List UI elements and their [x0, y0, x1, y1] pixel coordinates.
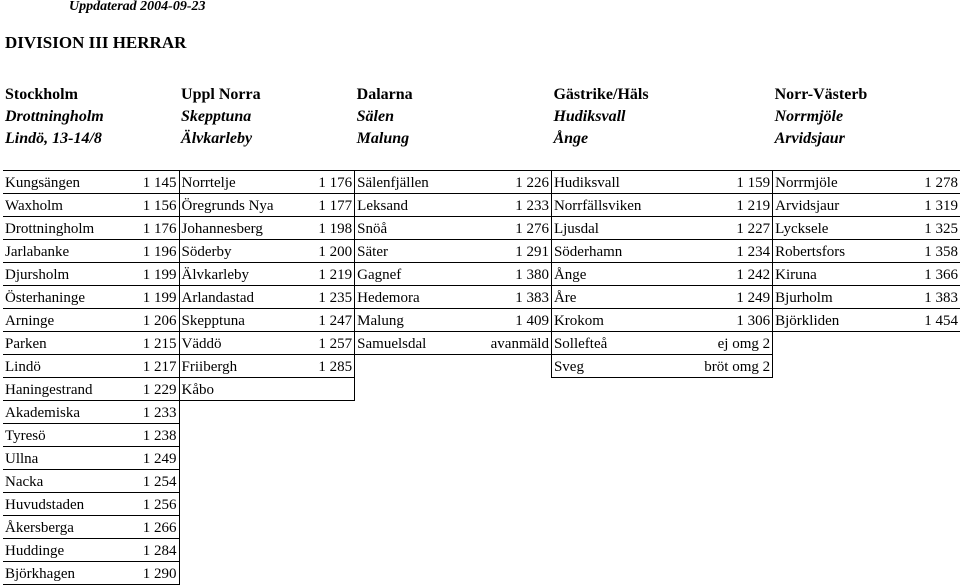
team-name: Ljusdal — [551, 217, 702, 240]
team-rating: 1 145 — [135, 171, 179, 194]
table-row — [3, 240, 960, 263]
team-rating — [309, 378, 355, 401]
team-name: Friibergh — [179, 355, 309, 378]
team-rating — [489, 378, 552, 401]
team-name — [355, 447, 489, 470]
team-rating: 1 247 — [309, 309, 355, 332]
team-rating: 1 290 — [135, 562, 179, 585]
team-rating — [309, 401, 355, 424]
team-name — [773, 424, 916, 447]
team-rating — [916, 493, 960, 516]
team-rating: 1 285 — [309, 355, 355, 378]
page-title: DIVISION III HERRAR — [5, 33, 187, 52]
team-name: Haningestrand — [3, 378, 135, 401]
team-rating: 1 176 — [309, 171, 355, 194]
team-rating: 1 199 — [135, 286, 179, 309]
team-name — [551, 401, 702, 424]
team-name: Arninge — [3, 309, 135, 332]
team-name: Öregrunds Nya — [179, 194, 309, 217]
team-name — [551, 493, 702, 516]
team-name: Johannesberg — [179, 217, 309, 240]
team-rating — [702, 562, 772, 585]
team-rating: 1 227 — [702, 217, 772, 240]
results-table — [3, 83, 960, 585]
team-rating: 1 215 — [135, 332, 179, 355]
team-name — [773, 401, 916, 424]
team-rating: 1 196 — [135, 240, 179, 263]
table-row — [3, 217, 960, 240]
venue-heading: Malung — [356, 130, 410, 147]
team-name — [551, 516, 702, 539]
team-name: Parken — [3, 332, 135, 355]
team-rating: 1 206 — [135, 309, 179, 332]
team-name: Sälenfjällen — [355, 171, 489, 194]
team-name: Robertsfors — [773, 240, 916, 263]
team-name: Sollefteå — [551, 332, 702, 355]
team-name — [179, 493, 309, 516]
team-name: Kiruna — [773, 263, 916, 286]
team-name — [773, 516, 916, 539]
team-rating: 1 176 — [135, 217, 179, 240]
team-name: Kungsängen — [3, 171, 135, 194]
team-name: Samuelsdal — [355, 332, 489, 355]
team-rating: 1 325 — [916, 217, 960, 240]
team-rating — [489, 493, 552, 516]
team-name: Waxholm — [3, 194, 135, 217]
venue-heading: Arvidsjaur — [774, 130, 845, 147]
team-name: Akademiska — [3, 401, 135, 424]
team-name — [179, 470, 309, 493]
team-rating — [309, 470, 355, 493]
team-name — [773, 378, 916, 401]
team-rating — [916, 470, 960, 493]
team-rating — [309, 562, 355, 585]
team-rating — [702, 539, 772, 562]
team-rating: 1 380 — [489, 263, 552, 286]
team-rating: avanmäld — [489, 332, 552, 355]
venue-heading: Lindö, 13-14/8 — [5, 130, 102, 147]
team-name: Hudiksvall — [551, 171, 702, 194]
table-row — [3, 286, 960, 309]
team-rating — [489, 447, 552, 470]
table-row — [3, 516, 960, 539]
team-name: Arlandastad — [179, 286, 309, 309]
team-name — [355, 493, 489, 516]
team-name — [551, 562, 702, 585]
team-name: Malung — [355, 309, 489, 332]
team-name: Leksand — [355, 194, 489, 217]
team-rating: 1 198 — [309, 217, 355, 240]
team-name — [179, 447, 309, 470]
venue-heading: Älvkarleby — [181, 130, 253, 147]
team-rating — [489, 355, 552, 378]
team-rating: 1 156 — [135, 194, 179, 217]
team-rating — [702, 516, 772, 539]
team-rating: 1 249 — [702, 286, 772, 309]
team-rating: 1 306 — [702, 309, 772, 332]
team-name: Norrtelje — [179, 171, 309, 194]
team-rating: 1 159 — [702, 171, 772, 194]
team-rating: 1 383 — [489, 286, 552, 309]
team-name: Krokom — [551, 309, 702, 332]
team-rating: 1 358 — [916, 240, 960, 263]
team-name: Åre — [551, 286, 702, 309]
team-name: Björkhagen — [3, 562, 135, 585]
team-rating: 1 454 — [916, 309, 960, 332]
team-rating — [309, 447, 355, 470]
team-name: Drottningholm — [3, 217, 135, 240]
team-rating — [916, 424, 960, 447]
table-row — [3, 194, 960, 217]
team-rating: 1 229 — [135, 378, 179, 401]
team-rating — [702, 493, 772, 516]
team-name — [179, 401, 309, 424]
team-rating: 1 233 — [135, 401, 179, 424]
team-name — [773, 539, 916, 562]
team-rating — [916, 401, 960, 424]
team-rating: bröt omg 2 — [702, 355, 772, 378]
table-row — [3, 263, 960, 286]
team-name — [773, 493, 916, 516]
venue-heading: Ånge — [553, 130, 589, 147]
team-rating: 1 234 — [702, 240, 772, 263]
team-rating — [702, 470, 772, 493]
team-rating: 1 233 — [489, 194, 552, 217]
team-rating: 1 291 — [489, 240, 552, 263]
team-rating: 1 276 — [489, 217, 552, 240]
team-name — [773, 562, 916, 585]
team-name: Björkliden — [773, 309, 916, 332]
team-name — [355, 470, 489, 493]
table-row — [3, 424, 960, 447]
team-name: Skepptuna — [179, 309, 309, 332]
table-row — [3, 401, 960, 424]
team-name: Lycksele — [773, 217, 916, 240]
table-row — [3, 309, 960, 332]
team-name: Jarlabanke — [3, 240, 135, 263]
team-name — [355, 401, 489, 424]
team-rating — [489, 539, 552, 562]
team-name: Snöå — [355, 217, 489, 240]
host-heading: Hudiksvall — [553, 108, 626, 125]
team-rating: 1 383 — [916, 286, 960, 309]
team-name — [179, 424, 309, 447]
team-rating — [916, 516, 960, 539]
team-name — [773, 332, 916, 355]
table-row — [3, 493, 960, 516]
host-heading: Skepptuna — [181, 108, 252, 125]
team-name: Österhaninge — [3, 286, 135, 309]
team-rating: 1 256 — [135, 493, 179, 516]
team-rating: 1 249 — [135, 447, 179, 470]
team-name — [355, 562, 489, 585]
team-name — [551, 539, 702, 562]
team-rating: 1 319 — [916, 194, 960, 217]
table-row — [3, 171, 960, 194]
team-rating: ej omg 2 — [702, 332, 772, 355]
team-rating — [309, 539, 355, 562]
team-name: Arvidsjaur — [773, 194, 916, 217]
region-heading: Uppl Norra — [181, 86, 261, 103]
team-rating: 1 284 — [135, 539, 179, 562]
team-name: Bjurholm — [773, 286, 916, 309]
team-name — [551, 470, 702, 493]
team-rating: 1 177 — [309, 194, 355, 217]
team-name: Hedemora — [355, 286, 489, 309]
team-rating — [309, 424, 355, 447]
table-row — [3, 562, 960, 585]
team-rating: 1 226 — [489, 171, 552, 194]
team-name — [179, 539, 309, 562]
team-name: Kåbo — [179, 378, 309, 401]
team-name — [773, 470, 916, 493]
team-rating — [702, 401, 772, 424]
team-rating — [916, 378, 960, 401]
region-heading: Dalarna — [356, 86, 413, 103]
team-rating — [489, 401, 552, 424]
team-name: Söderhamn — [551, 240, 702, 263]
table-row — [3, 470, 960, 493]
host-heading: Drottningholm — [5, 108, 104, 125]
team-name: Söderby — [179, 240, 309, 263]
team-rating — [489, 562, 552, 585]
team-name: Norrmjöle — [773, 171, 916, 194]
team-rating — [702, 424, 772, 447]
team-rating — [489, 516, 552, 539]
region-heading: Stockholm — [5, 86, 78, 103]
region-heading: Norr-Västerb — [774, 86, 868, 103]
team-name — [551, 424, 702, 447]
team-name: Åkersberga — [3, 516, 135, 539]
team-rating — [916, 447, 960, 470]
team-name: Väddö — [179, 332, 309, 355]
team-name: Säter — [355, 240, 489, 263]
team-rating: 1 235 — [309, 286, 355, 309]
team-name — [355, 539, 489, 562]
team-name — [355, 378, 489, 401]
table-row — [3, 378, 960, 401]
team-rating — [916, 562, 960, 585]
team-rating: 1 366 — [916, 263, 960, 286]
team-name: Djursholm — [3, 263, 135, 286]
team-name: Lindö — [3, 355, 135, 378]
team-name: Tyresö — [3, 424, 135, 447]
team-name: Ullna — [3, 447, 135, 470]
team-name: Ånge — [551, 263, 702, 286]
team-name — [355, 424, 489, 447]
team-rating — [702, 447, 772, 470]
team-rating: 1 238 — [135, 424, 179, 447]
team-rating — [702, 378, 772, 401]
team-rating: 1 219 — [702, 194, 772, 217]
table-row — [3, 447, 960, 470]
team-name: Gagnef — [355, 263, 489, 286]
team-rating: 1 266 — [135, 516, 179, 539]
team-name: Älvkarleby — [179, 263, 309, 286]
team-name — [773, 355, 916, 378]
team-rating — [916, 332, 960, 355]
team-name — [179, 516, 309, 539]
table-row — [3, 355, 960, 378]
host-heading: Norrmjöle — [774, 108, 844, 125]
team-rating: 1 217 — [135, 355, 179, 378]
team-name — [355, 355, 489, 378]
team-rating: 1 257 — [309, 332, 355, 355]
team-name — [179, 562, 309, 585]
team-rating: 1 199 — [135, 263, 179, 286]
team-name: Huvudstaden — [3, 493, 135, 516]
team-name — [551, 447, 702, 470]
team-rating — [916, 539, 960, 562]
team-name — [773, 447, 916, 470]
host-heading: Sälen — [356, 108, 394, 125]
team-rating: 1 254 — [135, 470, 179, 493]
team-rating — [489, 470, 552, 493]
team-rating — [309, 516, 355, 539]
team-rating — [916, 355, 960, 378]
table-row — [3, 332, 960, 355]
team-name — [355, 516, 489, 539]
team-rating: 1 200 — [309, 240, 355, 263]
team-rating: 1 278 — [916, 171, 960, 194]
updated-date: Uppdaterad 2004-09-23 — [69, 0, 206, 14]
team-name: Nacka — [3, 470, 135, 493]
team-name — [551, 378, 702, 401]
team-name: Huddinge — [3, 539, 135, 562]
team-name: Norrfällsviken — [551, 194, 702, 217]
table-row — [3, 539, 960, 562]
team-rating — [309, 493, 355, 516]
team-rating: 1 219 — [309, 263, 355, 286]
team-rating: 1 409 — [489, 309, 552, 332]
team-rating — [489, 424, 552, 447]
team-rating: 1 242 — [702, 263, 772, 286]
team-name: Sveg — [551, 355, 702, 378]
region-heading: Gästrike/Häls — [553, 86, 649, 103]
